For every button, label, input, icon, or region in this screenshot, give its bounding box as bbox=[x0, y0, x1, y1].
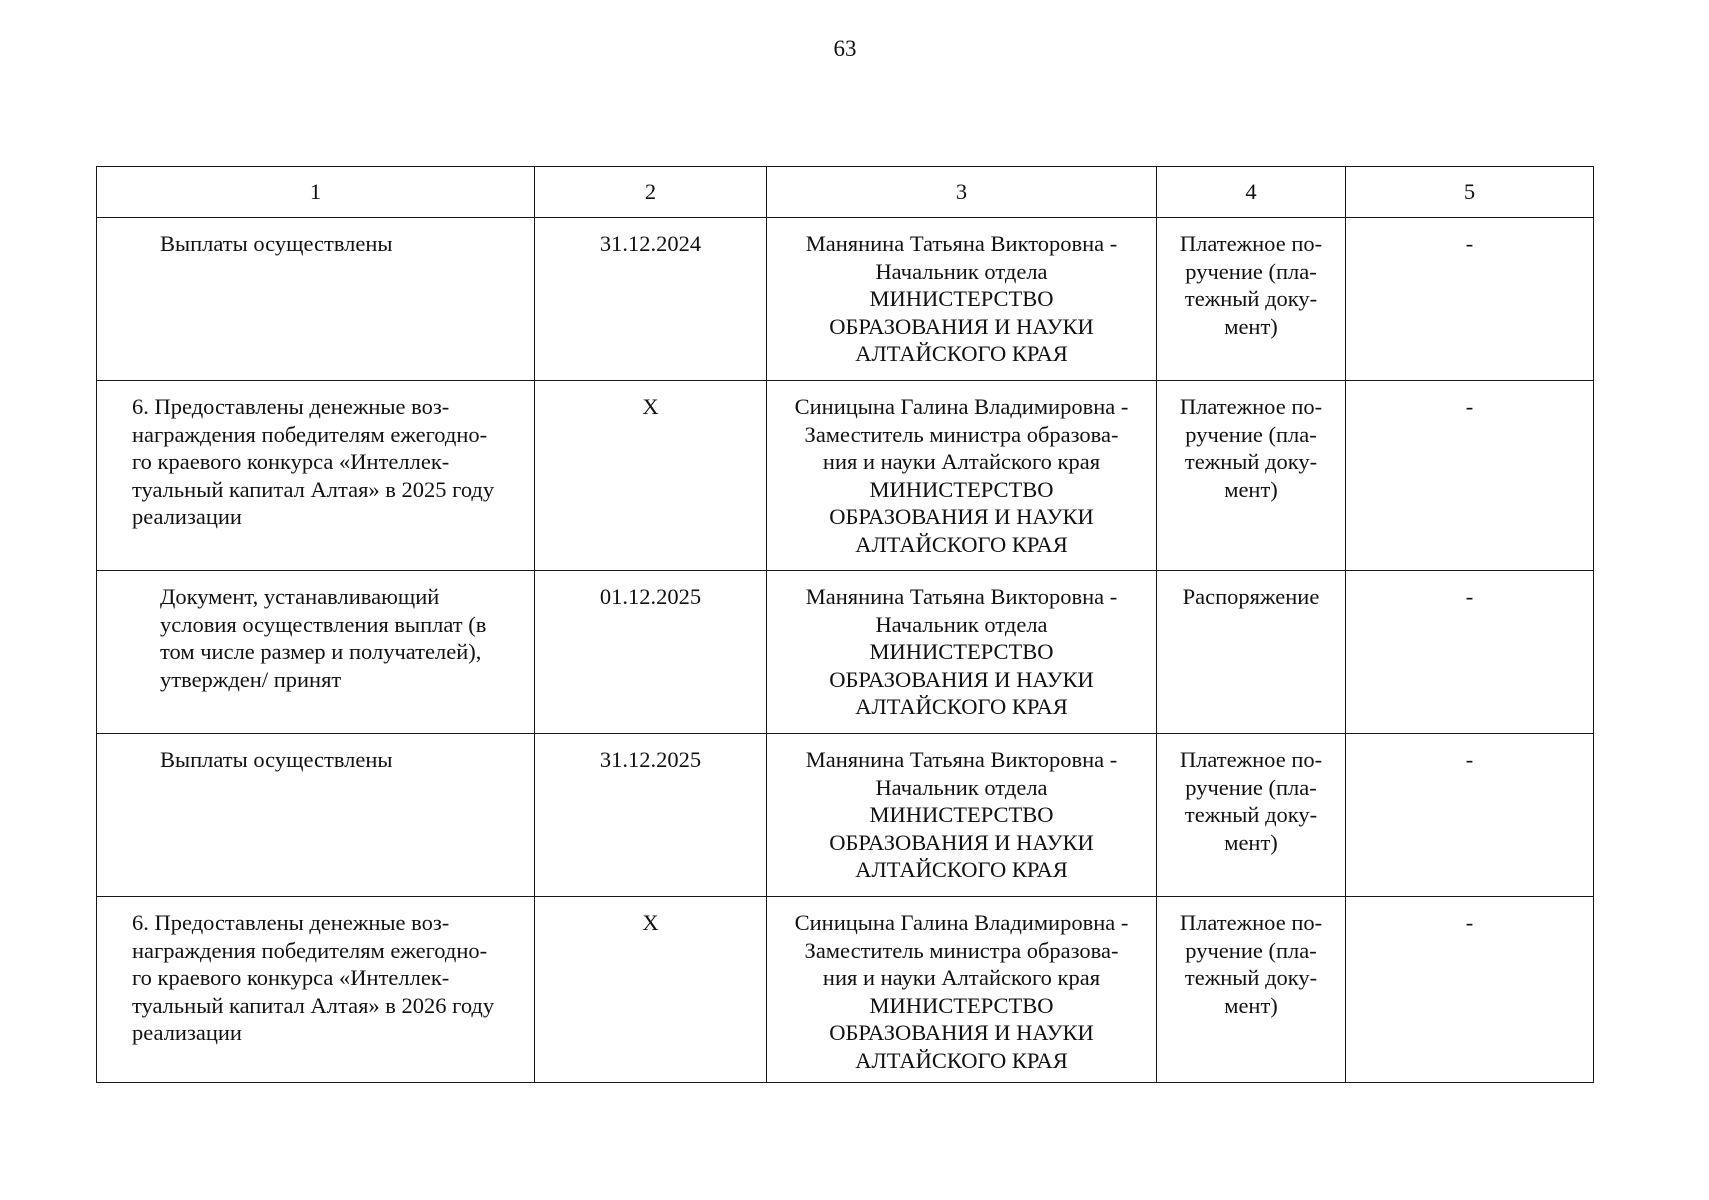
responsible-position-line: Начальник отдела bbox=[875, 611, 1048, 637]
note-cell bbox=[1346, 734, 1594, 897]
document-text-line: ручение (пла- bbox=[1185, 258, 1317, 284]
table-row bbox=[97, 734, 1594, 897]
note-cell bbox=[1346, 571, 1594, 734]
responsible-org-line: ОБРАЗОВАНИЯ И НАУКИ bbox=[829, 829, 1094, 855]
document-text-line: Платежное по- bbox=[1179, 394, 1323, 419]
plan-table bbox=[96, 166, 1594, 1083]
document-text-line: Платежное по- bbox=[1179, 910, 1323, 935]
responsible-position-line: ния и науки Алтайского края bbox=[822, 449, 1101, 474]
responsible-name-line: Манянина Татьяна Викторовна - bbox=[805, 584, 1118, 609]
document-text-line: ручение (пла- bbox=[1185, 937, 1317, 963]
document-cell bbox=[1157, 734, 1346, 897]
date-text: 31.12.2025 bbox=[599, 747, 702, 772]
date-cell bbox=[535, 218, 767, 381]
document-text-line: Платежное по- bbox=[1179, 747, 1323, 772]
column-header-3: 3 bbox=[767, 167, 1157, 218]
column-header-5: 5 bbox=[1346, 167, 1594, 218]
event-text-line: награждения победителям ежегодно- bbox=[132, 421, 488, 447]
responsible-org-line: АЛТАЙСКОГО КРАЯ bbox=[855, 694, 1068, 719]
date-text: 01.12.2025 bbox=[599, 584, 702, 609]
event-text-line: 6. Предоставлены денежные воз- bbox=[132, 910, 450, 935]
table-body bbox=[97, 218, 1594, 1083]
note-text: - bbox=[1465, 584, 1474, 609]
document-text-line: Распоряжение bbox=[1182, 584, 1320, 609]
column-header-4: 4 bbox=[1157, 167, 1346, 218]
event-text-line: Выплаты осуществлены bbox=[160, 747, 393, 772]
table-row bbox=[97, 897, 1594, 1083]
note-text: - bbox=[1465, 394, 1474, 419]
event-text-line: го краевого конкурса «Интеллек- bbox=[132, 449, 450, 474]
event-text-line: туальный капитал Алтая» в 2025 году bbox=[132, 476, 495, 502]
responsible-cell bbox=[767, 381, 1157, 571]
date-text: X bbox=[642, 394, 659, 419]
responsible-org-line: АЛТАЙСКОГО КРАЯ bbox=[855, 531, 1068, 557]
responsible-cell bbox=[767, 734, 1157, 897]
responsible-cell bbox=[767, 218, 1157, 381]
responsible-org-line: АЛТАЙСКОГО КРАЯ bbox=[855, 341, 1068, 366]
responsible-org-line: МИНИСТЕРСТВО bbox=[869, 286, 1054, 311]
document-cell bbox=[1157, 571, 1346, 734]
responsible-position-line: Начальник отдела bbox=[875, 258, 1048, 284]
responsible-position-line: Заместитель министра образова- bbox=[804, 421, 1119, 447]
document-cell bbox=[1157, 381, 1346, 571]
event-text-line: туальный капитал Алтая» в 2026 году bbox=[132, 992, 495, 1018]
event-cell bbox=[97, 381, 535, 571]
date-cell bbox=[535, 734, 767, 897]
event-text-line: Выплаты осуществлены bbox=[160, 231, 393, 256]
responsible-org-line: МИНИСТЕРСТВО bbox=[869, 639, 1054, 664]
responsible-cell bbox=[767, 571, 1157, 734]
responsible-cell bbox=[767, 897, 1157, 1083]
responsible-org-line: ОБРАЗОВАНИЯ И НАУКИ bbox=[829, 1020, 1094, 1045]
responsible-org-line: ОБРАЗОВАНИЯ И НАУКИ bbox=[829, 313, 1094, 339]
document-text-line: Платежное по- bbox=[1179, 231, 1323, 256]
responsible-org-line: МИНИСТЕРСТВО bbox=[869, 802, 1054, 827]
responsible-org-line: АЛТАЙСКОГО КРАЯ bbox=[855, 857, 1068, 882]
page-number: 63 bbox=[833, 36, 857, 61]
document-text-line: мент) bbox=[1224, 313, 1278, 339]
responsible-name-line: Манянина Татьяна Викторовна - bbox=[805, 747, 1118, 772]
date-text: 31.12.2024 bbox=[599, 231, 702, 256]
responsible-position-line: Начальник отдела bbox=[875, 774, 1048, 800]
document-text-line: мент) bbox=[1224, 992, 1278, 1018]
responsible-org-line: ОБРАЗОВАНИЯ И НАУКИ bbox=[829, 504, 1094, 529]
event-text-line: го краевого конкурса «Интеллек- bbox=[132, 965, 450, 990]
document-text-line: тежный доку- bbox=[1184, 802, 1318, 827]
table-header bbox=[97, 167, 1594, 218]
document-text-line: тежный доку- bbox=[1184, 965, 1318, 990]
note-text: - bbox=[1465, 747, 1474, 772]
note-text: - bbox=[1465, 231, 1474, 256]
document-text-line: ручение (пла- bbox=[1185, 774, 1317, 800]
responsible-position-line: ния и науки Алтайского края bbox=[822, 965, 1101, 990]
event-cell bbox=[97, 571, 535, 734]
document-text-line: мент) bbox=[1224, 476, 1278, 502]
date-cell bbox=[535, 571, 767, 734]
document-text-line: ручение (пла- bbox=[1185, 421, 1317, 447]
responsible-name-line: Манянина Татьяна Викторовна - bbox=[805, 231, 1118, 256]
document-cell bbox=[1157, 897, 1346, 1083]
event-text-line: реализации bbox=[132, 1020, 242, 1045]
event-text-line: реализации bbox=[132, 504, 242, 529]
event-text-line: условия осуществления выплат (в bbox=[160, 611, 487, 637]
event-cell bbox=[97, 734, 535, 897]
note-cell bbox=[1346, 218, 1594, 381]
document-text-line: тежный доку- bbox=[1184, 286, 1318, 311]
date-cell bbox=[535, 897, 767, 1083]
event-text-line: Документ, устанавливающий bbox=[160, 584, 440, 609]
responsible-name-line: Синицына Галина Владимировна - bbox=[794, 394, 1129, 419]
date-text: X bbox=[642, 910, 659, 935]
responsible-org-line: АЛТАЙСКОГО КРАЯ bbox=[855, 1047, 1068, 1073]
event-text-line: награждения победителям ежегодно- bbox=[132, 937, 488, 963]
document-cell bbox=[1157, 218, 1346, 381]
responsible-org-line: ОБРАЗОВАНИЯ И НАУКИ bbox=[829, 666, 1094, 692]
event-text-line: том числе размер и получателей), bbox=[160, 639, 482, 664]
table-row bbox=[97, 381, 1594, 571]
event-cell bbox=[97, 218, 535, 381]
note-cell bbox=[1346, 381, 1594, 571]
note-text: - bbox=[1465, 910, 1474, 935]
responsible-org-line: МИНИСТЕРСТВО bbox=[869, 992, 1054, 1018]
responsible-org-line: МИНИСТЕРСТВО bbox=[869, 476, 1054, 502]
event-cell bbox=[97, 897, 535, 1083]
table-row bbox=[97, 218, 1594, 381]
header-row bbox=[97, 167, 1594, 218]
column-header-2: 2 bbox=[535, 167, 767, 218]
note-cell bbox=[1346, 897, 1594, 1083]
responsible-position-line: Заместитель министра образова- bbox=[804, 937, 1119, 963]
document-text-line: мент) bbox=[1224, 829, 1278, 855]
document-text-line: тежный доку- bbox=[1184, 449, 1318, 474]
date-cell bbox=[535, 381, 767, 571]
table-row bbox=[97, 571, 1594, 734]
event-text-line: утвержден/ принят bbox=[160, 666, 342, 692]
responsible-name-line: Синицына Галина Владимировна - bbox=[794, 910, 1129, 935]
column-header-1: 1 bbox=[97, 167, 535, 218]
event-text-line: 6. Предоставлены денежные воз- bbox=[132, 394, 450, 419]
